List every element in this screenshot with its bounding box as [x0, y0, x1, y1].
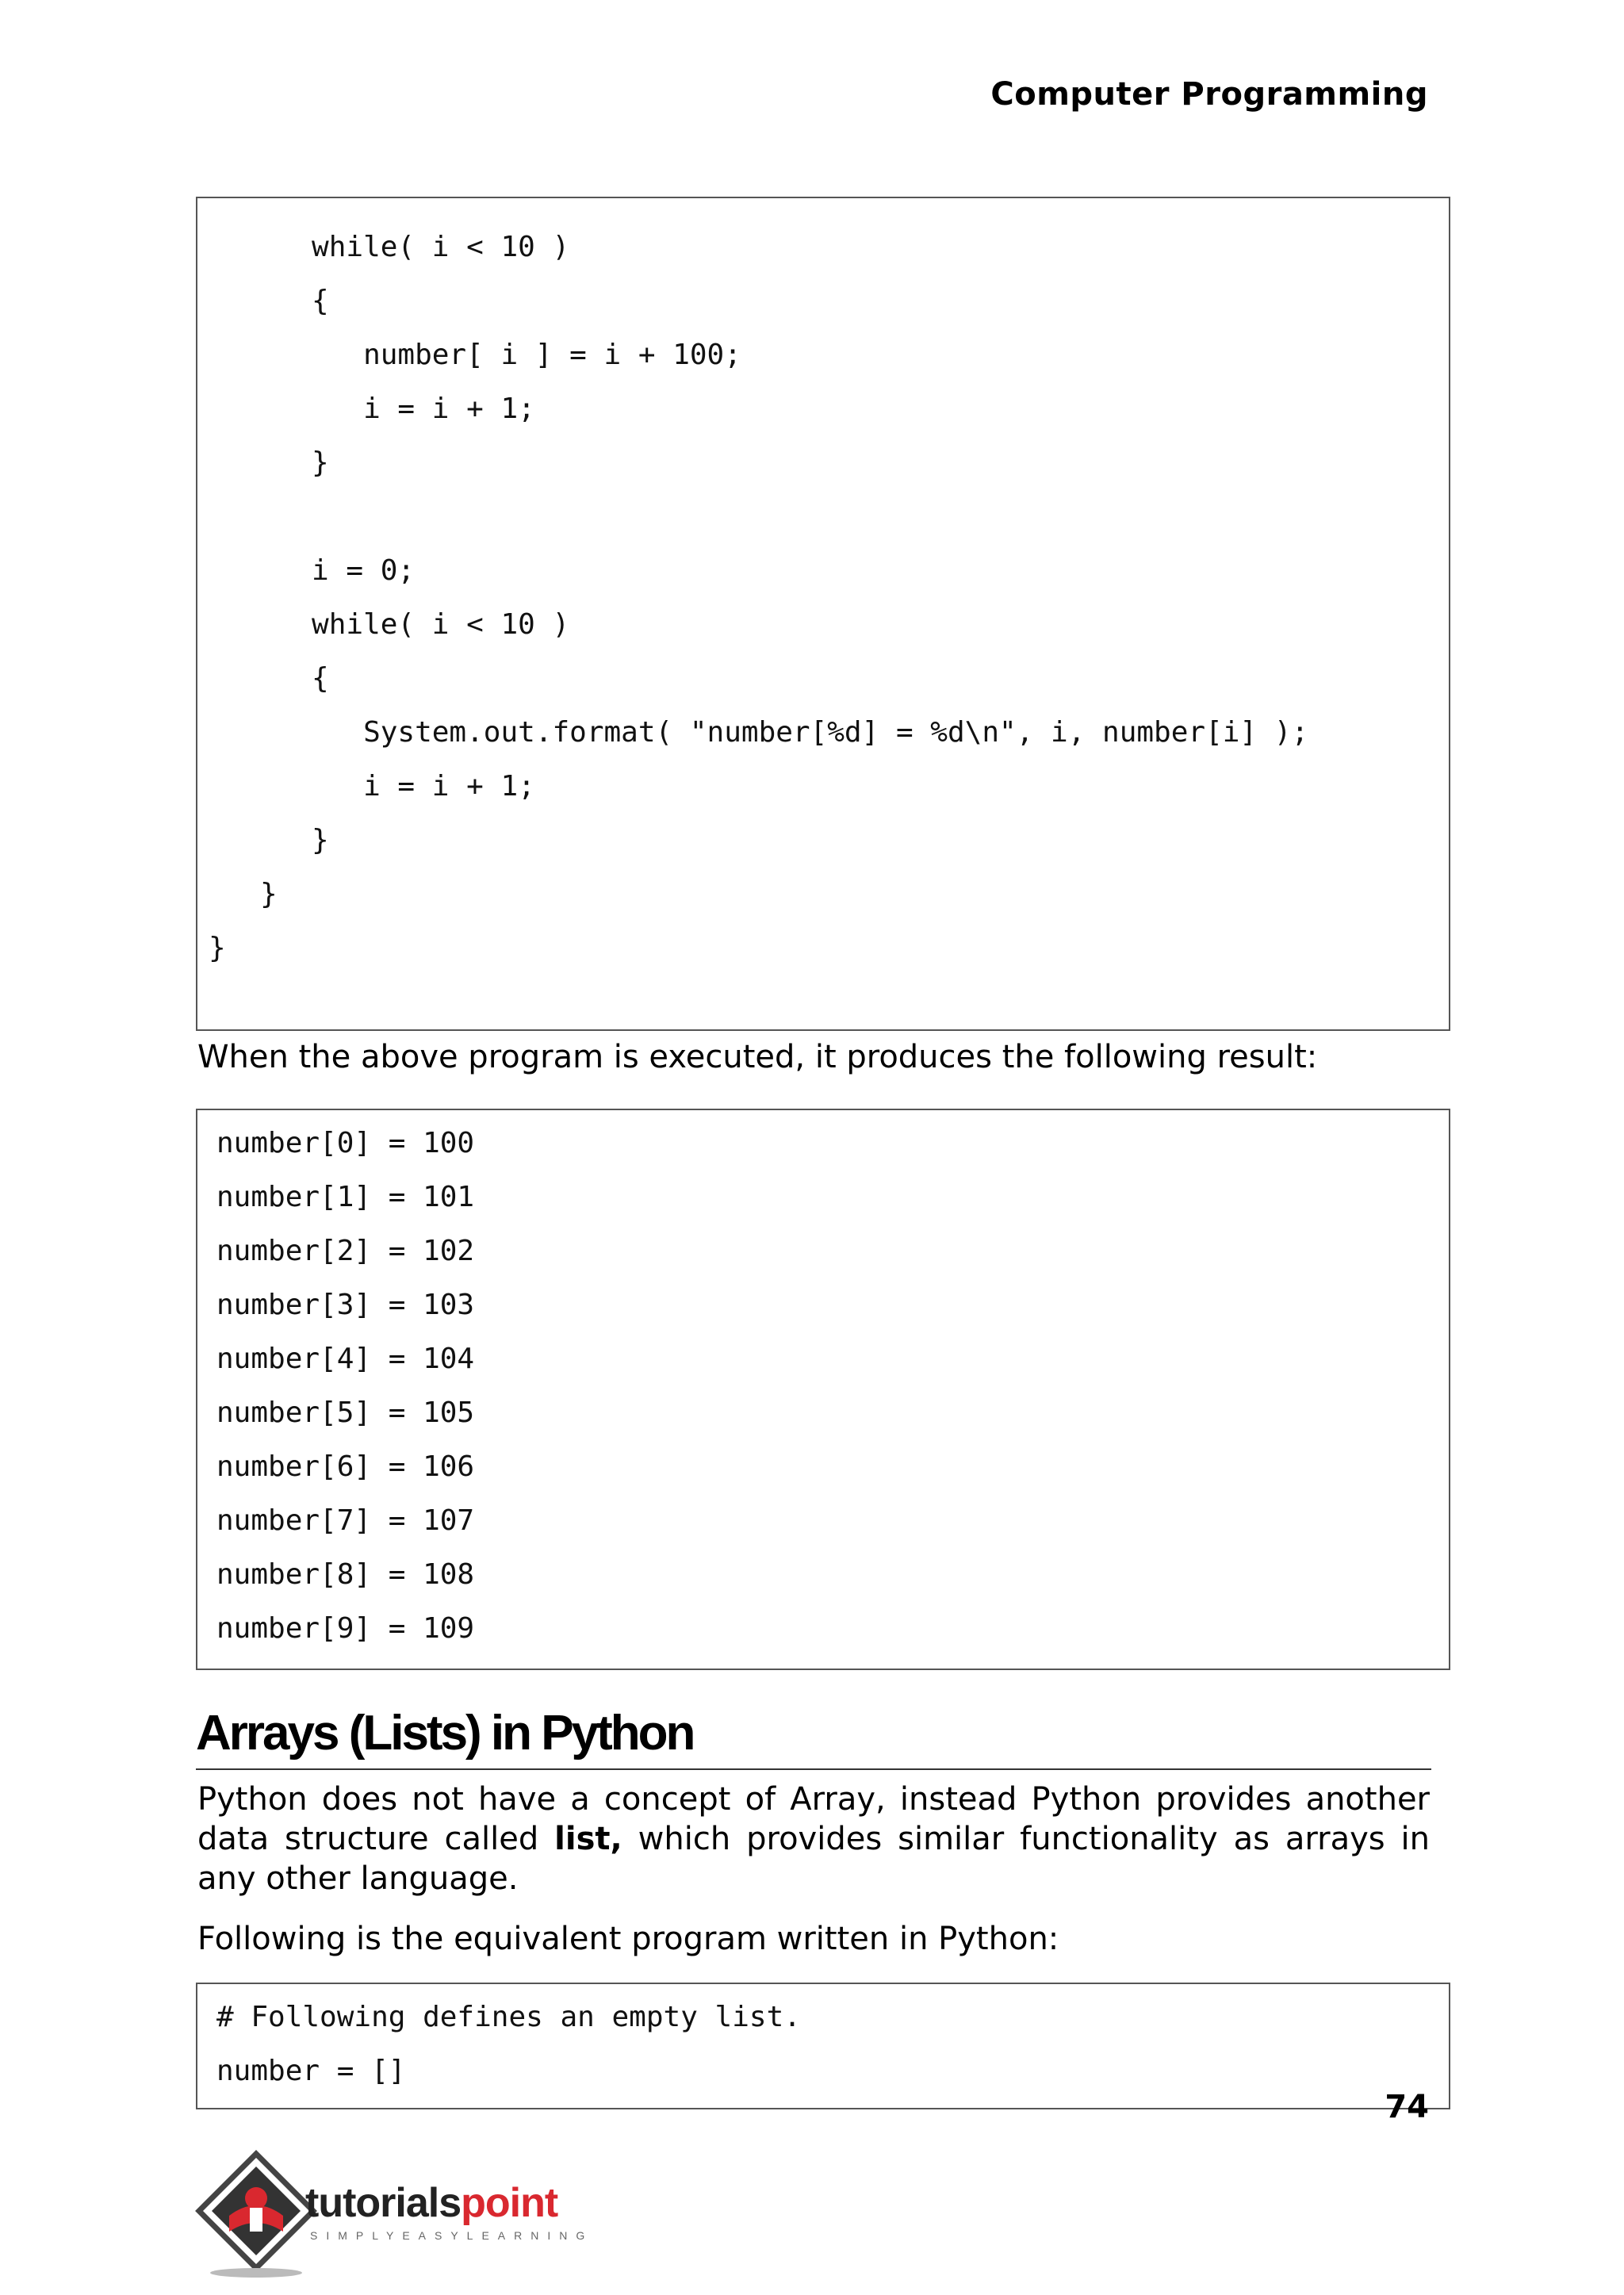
- code-line: while( i < 10 ): [209, 608, 570, 641]
- code-line: {: [209, 662, 329, 695]
- code-line: {: [209, 285, 329, 317]
- code-line: }: [209, 932, 226, 964]
- running-header: Computer Programming: [990, 76, 1428, 113]
- output-line: number[1] = 101: [216, 1181, 475, 1213]
- logo-wordmark: [305, 2179, 557, 2227]
- output-line: number[9] = 109: [216, 1612, 475, 1645]
- code-line: i = i + 1;: [209, 770, 535, 803]
- output-line: number[7] = 107: [216, 1504, 475, 1537]
- python-program-intro: Following is the equivalent program written in Python:: [197, 1921, 1059, 1957]
- code-block-java: [196, 197, 1450, 1031]
- section-heading: Arrays (Lists) in Python: [196, 1702, 1431, 1770]
- paragraph-text: which provides similar functionality as arrays in any other language.: [197, 1821, 1430, 1897]
- code-line: i = i + 1;: [209, 393, 535, 425]
- result-intro-paragraph: When the above program is executed, it produces the following result:: [197, 1039, 1318, 1075]
- output-line: number[0] = 100: [216, 1127, 475, 1159]
- output-line: number[8] = 108: [216, 1558, 475, 1591]
- code-line: number = []: [216, 2055, 406, 2087]
- code-line: }: [209, 446, 329, 479]
- output-line: number[4] = 104: [216, 1343, 475, 1375]
- code-block-output: [196, 1109, 1450, 1670]
- logo-mark-icon: [194, 2149, 318, 2279]
- code-line: System.out.format( "number[%d] = %d\n", i, number[i] );: [209, 716, 1309, 749]
- output-line: number[2] = 102: [216, 1235, 475, 1267]
- code-block-python: [196, 1983, 1450, 2109]
- output-line: number[5] = 105: [216, 1397, 475, 1429]
- python-intro-paragraph: [197, 1780, 1430, 1898]
- code-line: }: [209, 824, 329, 856]
- paragraph-text: Python does not have a concept of Array, instead Python provides another data structure called: [197, 1781, 1430, 1857]
- code-line: # Following defines an empty list.: [216, 2001, 801, 2033]
- code-line: while( i < 10 ): [209, 231, 570, 263]
- tutorialspoint-logo: [194, 2149, 607, 2279]
- code-line: number[ i ] = i + 100;: [209, 339, 741, 371]
- page-number: 74: [1385, 2089, 1429, 2125]
- output-line: number[6] = 106: [216, 1450, 475, 1483]
- code-line: i = 0;: [209, 554, 416, 587]
- output-line: number[3] = 103: [216, 1289, 475, 1321]
- logo-wordmark-part1: tutorials: [305, 2180, 462, 2226]
- logo-tagline: SIMPLYEASYLEARNING: [310, 2229, 594, 2242]
- code-line: }: [209, 878, 278, 910]
- list-keyword: list,: [554, 1821, 622, 1857]
- logo-wordmark-part2: point: [461, 2180, 558, 2226]
